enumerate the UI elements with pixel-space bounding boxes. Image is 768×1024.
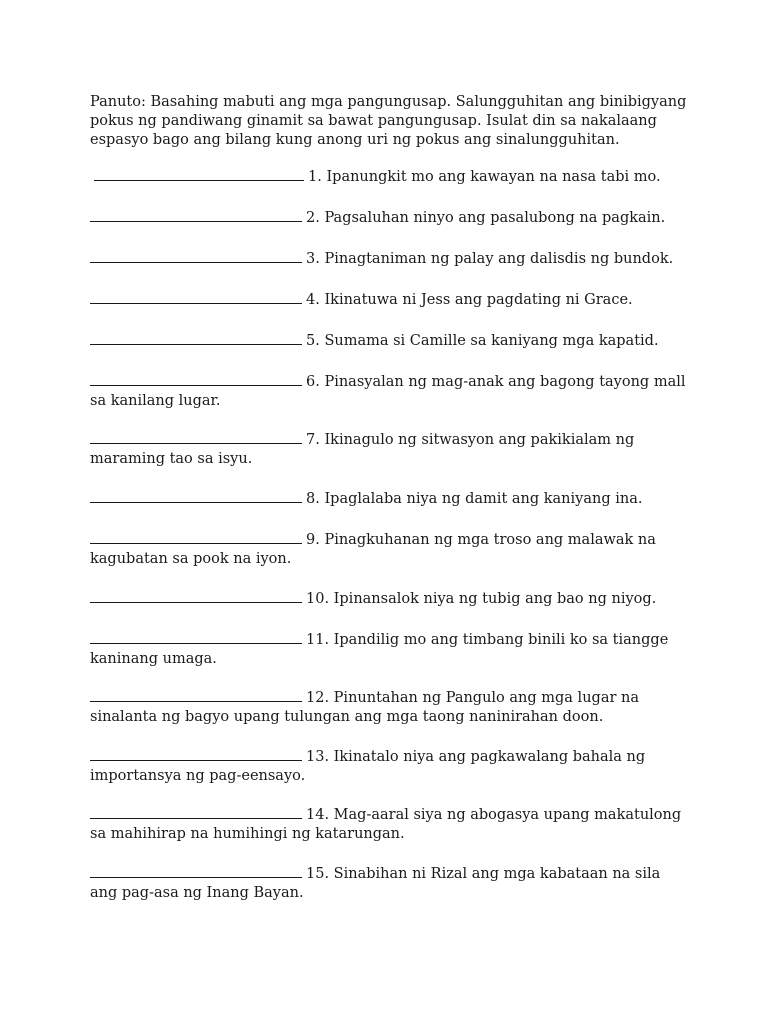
- item-text: 1. Ipanungkit mo ang kawayan na nasa tabi mo.: [308, 169, 661, 185]
- item-text: 14. Mag-aaral siya ng abogasya upang makatulong sa mahihirap na humihingi ng katarungan.: [90, 807, 682, 842]
- list-item: [90, 373, 690, 411]
- item-text: 7. Ikinagulo ng sitwasyon ang pakikialam ng maraming tao sa isyu.: [90, 432, 635, 467]
- item-text: 2. Pagsaluhan ninyo ang pasalubong na pagkain.: [306, 210, 666, 226]
- answer-blank[interactable]: [90, 343, 302, 345]
- item-text: 10. Ipinansalok niya ng tubig ang bao ng niyog.: [306, 591, 657, 607]
- list-item: [90, 250, 690, 269]
- answer-blank[interactable]: [90, 876, 302, 878]
- list-item: [90, 209, 690, 228]
- list-item: [90, 806, 690, 844]
- item-text: 4. Ikinatuwa ni Jess ang pagdating ni Grace.: [306, 292, 633, 308]
- list-item: [90, 291, 690, 310]
- list-item: [90, 865, 690, 903]
- item-text: 3. Pinagtaniman ng palay ang dalisdis ng bundok.: [306, 251, 674, 267]
- list-item: [90, 431, 690, 469]
- answer-blank[interactable]: [90, 220, 302, 222]
- answer-blank[interactable]: [90, 442, 302, 444]
- list-item: [90, 631, 690, 669]
- answer-blank[interactable]: [90, 384, 302, 386]
- answer-blank[interactable]: [90, 501, 302, 503]
- item-text: 9. Pinagkuhanan ng mga troso ang malawak na kagubatan sa pook na iyon.: [90, 532, 656, 567]
- list-item: [90, 490, 690, 509]
- item-text: 6. Pinasyalan ng mag-anak ang bagong tayong mall sa kanilang lugar.: [90, 374, 686, 409]
- answer-blank[interactable]: [90, 302, 302, 304]
- answer-blank[interactable]: [90, 700, 302, 702]
- item-text: 13. Ikinatalo niya ang pagkawalang bahala ng importansya ng pag-eensayo.: [90, 749, 646, 784]
- answer-blank[interactable]: [90, 261, 302, 263]
- item-text: 5. Sumama si Camille sa kaniyang mga kapatid.: [306, 333, 659, 349]
- answer-blank[interactable]: [90, 817, 302, 819]
- answer-blank[interactable]: [90, 601, 302, 603]
- list-item: [90, 168, 690, 187]
- instructions-text: Panuto: Basahing mabuti ang mga pangungusap. Salungguhitan ang binibigyang pokus ng pandiwang ginamit sa bawat pangungusap. Isulat din sa nakalaang espasyo bago ang bilang kung anong uri ng pokus ang sinalungguhitan.: [90, 94, 687, 148]
- list-item: [90, 689, 690, 727]
- list-item: [90, 748, 690, 786]
- answer-blank[interactable]: [90, 759, 302, 761]
- list-item: [90, 332, 690, 351]
- list-item: [90, 531, 690, 569]
- item-text: 11. Ipandilig mo ang timbang binili ko sa tiangge kaninang umaga.: [90, 632, 669, 667]
- item-text: 12. Pinuntahan ng Pangulo ang mga lugar na sinalanta ng bagyo upang tulungan ang mga taong naninirahan doon.: [90, 690, 639, 725]
- item-text: 15. Sinabihan ni Rizal ang mga kabataan na sila ang pag-asa ng Inang Bayan.: [90, 866, 661, 901]
- answer-blank[interactable]: [90, 542, 302, 544]
- list-item: [90, 590, 690, 609]
- item-text: 8. Ipaglalaba niya ng damit ang kaniyang ina.: [306, 491, 643, 507]
- answer-blank[interactable]: [94, 179, 304, 181]
- answer-blank[interactable]: [90, 642, 302, 644]
